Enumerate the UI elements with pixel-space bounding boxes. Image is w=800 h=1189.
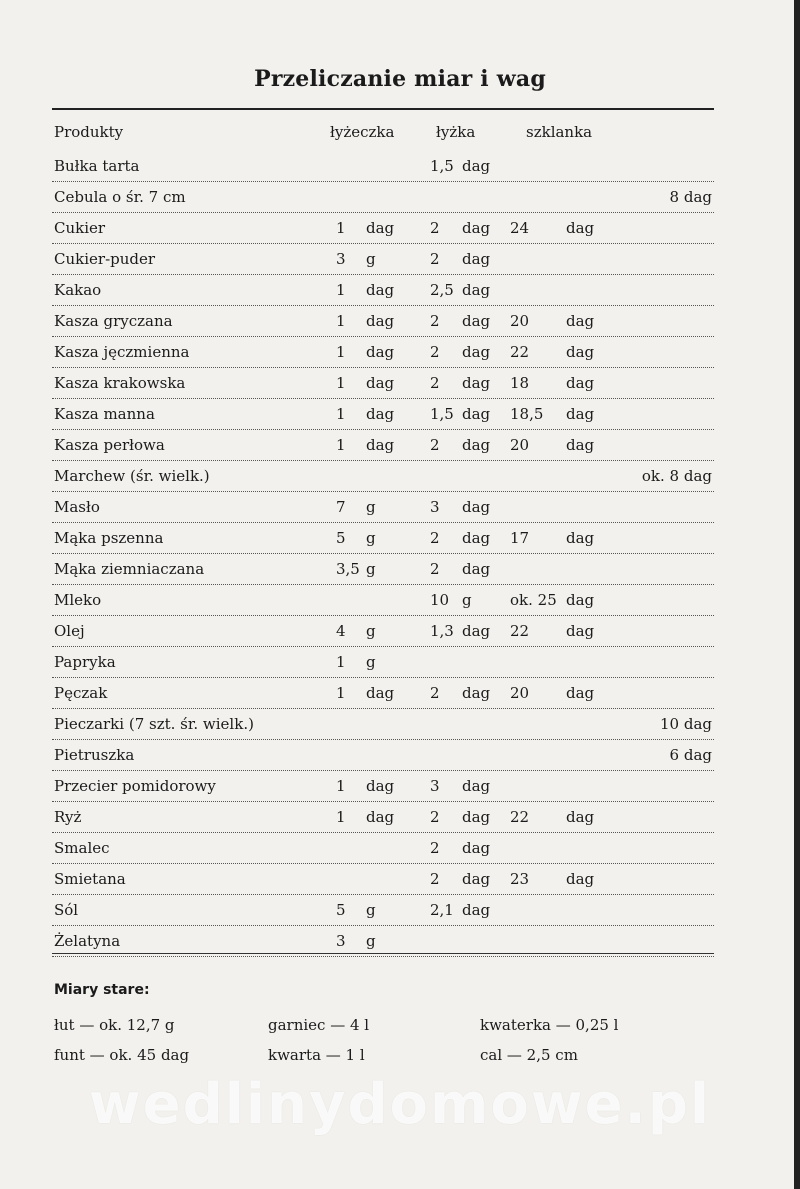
cell-s-val: 1,5 <box>430 405 454 423</box>
cell-s-unit: dag <box>462 436 491 454</box>
cell-s-val: 10 <box>430 591 450 609</box>
cell-g-val: 22 <box>510 343 530 361</box>
cell-t-unit: g <box>366 529 376 547</box>
cell-name: Smalec <box>54 839 110 857</box>
cell-s-unit: dag <box>462 219 491 237</box>
cell-t-val: 5 <box>336 529 346 547</box>
cell-g-unit: dag <box>566 808 595 826</box>
cell-t-val: 1 <box>336 219 346 237</box>
cell-s-val: 1,3 <box>430 622 454 640</box>
cell-name: Cebula o śr. 7 cm <box>54 188 186 206</box>
cell-s-unit: dag <box>462 901 491 919</box>
cell-s-unit: dag <box>462 529 491 547</box>
cell-name: Masło <box>54 498 100 516</box>
cell-s-val: 2 <box>430 250 440 268</box>
cell-t-unit: dag <box>366 374 395 392</box>
cell-t-unit: g <box>366 560 376 578</box>
cell-t-val: 5 <box>336 901 346 919</box>
cell-name: Papryka <box>54 653 116 671</box>
cell-t-unit: dag <box>366 343 395 361</box>
old-measure-item: cal — 2,5 cm <box>480 1046 578 1064</box>
cell-name: Marchew (śr. wielk.) <box>54 467 210 485</box>
cell-s-unit: dag <box>462 312 491 330</box>
table-row <box>52 243 714 275</box>
table-row <box>52 367 714 399</box>
top-rule <box>52 108 714 110</box>
cell-s-val: 3 <box>430 498 440 516</box>
table-row <box>52 584 714 616</box>
cell-name: Kasza manna <box>54 405 155 423</box>
cell-g-val: 24 <box>510 219 530 237</box>
cell-extra: 6 dag <box>669 746 712 764</box>
cell-s-val: 2,5 <box>430 281 454 299</box>
cell-t-unit: dag <box>366 436 395 454</box>
cell-g-unit: dag <box>566 622 595 640</box>
cell-g-unit: dag <box>566 405 595 423</box>
cell-t-unit: g <box>366 250 376 268</box>
old-measure-item: kwarta — 1 l <box>268 1046 365 1064</box>
table-row <box>52 863 714 895</box>
watermark: wedlinydomowe.pl <box>88 1072 712 1137</box>
cell-t-unit: g <box>366 932 376 950</box>
cell-name: Pietruszka <box>54 746 135 764</box>
cell-extra: 8 dag <box>669 188 712 206</box>
cell-s-val: 2 <box>430 374 440 392</box>
cell-g-val: 20 <box>510 684 530 702</box>
table-row <box>52 739 714 771</box>
cell-t-val: 1 <box>336 343 346 361</box>
old-measure-item: łut — ok. 12,7 g <box>54 1016 175 1034</box>
table-row <box>52 832 714 864</box>
cell-name: Kasza gryczana <box>54 312 173 330</box>
cell-name: Przecier pomidorowy <box>54 777 216 795</box>
cell-t-val: 1 <box>336 281 346 299</box>
table-row <box>52 305 714 337</box>
cell-s-unit: dag <box>462 622 491 640</box>
cell-g-val: 23 <box>510 870 530 888</box>
cell-s-val: 1,5 <box>430 157 454 175</box>
cell-name: Pieczarki (7 szt. śr. wielk.) <box>54 715 254 733</box>
cell-t-val: 1 <box>336 808 346 826</box>
cell-s-unit: dag <box>462 870 491 888</box>
cell-t-val: 3 <box>336 250 346 268</box>
cell-s-unit: dag <box>462 281 491 299</box>
cell-t-val: 1 <box>336 777 346 795</box>
cell-s-unit: dag <box>462 157 491 175</box>
cell-g-val: 17 <box>510 529 530 547</box>
cell-s-val: 2 <box>430 529 440 547</box>
cell-t-val: 3 <box>336 932 346 950</box>
cell-name: Kakao <box>54 281 102 299</box>
cell-t-val: 1 <box>336 653 346 671</box>
cell-name: Mąka ziemniaczana <box>54 560 205 578</box>
cell-s-unit: dag <box>462 839 491 857</box>
cell-s-unit: dag <box>462 250 491 268</box>
cell-g-unit: dag <box>566 870 595 888</box>
cell-s-unit: dag <box>462 560 491 578</box>
table-row <box>52 770 714 802</box>
cell-name: Żelatyna <box>54 932 121 950</box>
cell-g-val: 20 <box>510 312 530 330</box>
cell-s-val: 2 <box>430 839 440 857</box>
cell-s-unit: dag <box>462 343 491 361</box>
cell-name: Cukier-puder <box>54 250 156 268</box>
table-row <box>52 398 714 430</box>
cell-name: Cukier <box>54 219 106 237</box>
old-measure-item: funt — ok. 45 dag <box>54 1046 190 1064</box>
table-row <box>52 491 714 523</box>
cell-t-unit: dag <box>366 219 395 237</box>
cell-s-unit: dag <box>462 374 491 392</box>
cell-g-val: 18,5 <box>510 405 544 423</box>
cell-s-val: 2 <box>430 312 440 330</box>
cell-t-unit: dag <box>366 312 395 330</box>
cell-t-unit: g <box>366 901 376 919</box>
header-glass: szklanka <box>526 123 593 141</box>
cell-g-unit: dag <box>566 684 595 702</box>
cell-g-unit: dag <box>566 436 595 454</box>
cell-name: Sól <box>54 901 79 919</box>
cell-name: Kasza krakowska <box>54 374 186 392</box>
cell-name: Kasza perłowa <box>54 436 165 454</box>
cell-t-unit: dag <box>366 405 395 423</box>
header-teaspoon: łyżeczka <box>330 123 395 141</box>
cell-s-unit: dag <box>462 405 491 423</box>
table-row <box>52 553 714 585</box>
header-product: Produkty <box>54 123 124 141</box>
page-edge <box>794 0 800 1189</box>
table-header <box>52 118 714 150</box>
cell-name: Ryż <box>54 808 82 826</box>
cell-g-val: 18 <box>510 374 530 392</box>
cell-s-unit: dag <box>462 808 491 826</box>
cell-t-unit: g <box>366 653 376 671</box>
cell-s-unit: dag <box>462 498 491 516</box>
cell-g-unit: dag <box>566 219 595 237</box>
cell-name: Smietana <box>54 870 126 888</box>
page-title: Przeliczanie miar i wag <box>254 66 546 92</box>
cell-g-unit: dag <box>566 343 595 361</box>
table-row <box>52 150 714 182</box>
bottom-rule <box>52 953 714 954</box>
cell-t-unit: dag <box>366 777 395 795</box>
cell-name: Mleko <box>54 591 102 609</box>
table-row <box>52 429 714 461</box>
cell-s-unit: dag <box>462 777 491 795</box>
cell-extra: ok. 8 dag <box>641 467 712 485</box>
cell-s-val: 2 <box>430 808 440 826</box>
table-row <box>52 615 714 647</box>
cell-s-val: 3 <box>430 777 440 795</box>
cell-g-unit: dag <box>566 374 595 392</box>
cell-g-unit: dag <box>566 312 595 330</box>
table-row <box>52 801 714 833</box>
cell-s-val: 2 <box>430 870 440 888</box>
cell-t-unit: g <box>366 498 376 516</box>
cell-name: Mąka pszenna <box>54 529 164 547</box>
table-row <box>52 181 714 213</box>
cell-s-unit: g <box>462 591 472 609</box>
cell-t-unit: dag <box>366 281 395 299</box>
cell-s-val: 2,1 <box>430 901 454 919</box>
cell-t-val: 1 <box>336 405 346 423</box>
table-row <box>52 894 714 926</box>
old-measures-title: Miary stare: <box>54 982 150 998</box>
cell-g-val: 22 <box>510 622 530 640</box>
cell-g-val: ok. 25 <box>510 591 557 609</box>
table-row <box>52 274 714 306</box>
old-measure-item: garniec — 4 l <box>268 1016 370 1034</box>
cell-name: Bułka tarta <box>54 157 140 175</box>
cell-s-unit: dag <box>462 684 491 702</box>
table-row <box>52 708 714 740</box>
cell-name: Pęczak <box>54 684 108 702</box>
cell-s-val: 2 <box>430 436 440 454</box>
cell-g-val: 20 <box>510 436 530 454</box>
cell-s-val: 2 <box>430 219 440 237</box>
table-row <box>52 460 714 492</box>
cell-name: Kasza jęczmienna <box>54 343 190 361</box>
cell-g-unit: dag <box>566 591 595 609</box>
cell-t-val: 1 <box>336 684 346 702</box>
table-row <box>52 677 714 709</box>
cell-t-unit: dag <box>366 684 395 702</box>
old-measure-item: kwaterka — 0,25 l <box>480 1016 619 1034</box>
cell-s-val: 2 <box>430 560 440 578</box>
cell-s-val: 2 <box>430 343 440 361</box>
cell-extra: 10 dag <box>659 715 712 733</box>
cell-g-val: 22 <box>510 808 530 826</box>
header-tablespoon: łyżka <box>436 123 476 141</box>
cell-g-unit: dag <box>566 529 595 547</box>
cell-name: Olej <box>54 622 85 640</box>
table-row <box>52 336 714 368</box>
cell-s-val: 2 <box>430 684 440 702</box>
cell-t-val: 3,5 <box>336 560 360 578</box>
cell-t-val: 1 <box>336 436 346 454</box>
cell-t-val: 7 <box>336 498 346 516</box>
table-row <box>52 522 714 554</box>
cell-t-unit: dag <box>366 808 395 826</box>
table-row <box>52 212 714 244</box>
cell-t-val: 1 <box>336 312 346 330</box>
table-row <box>52 646 714 678</box>
cell-t-val: 4 <box>336 622 346 640</box>
cell-t-val: 1 <box>336 374 346 392</box>
cell-t-unit: g <box>366 622 376 640</box>
